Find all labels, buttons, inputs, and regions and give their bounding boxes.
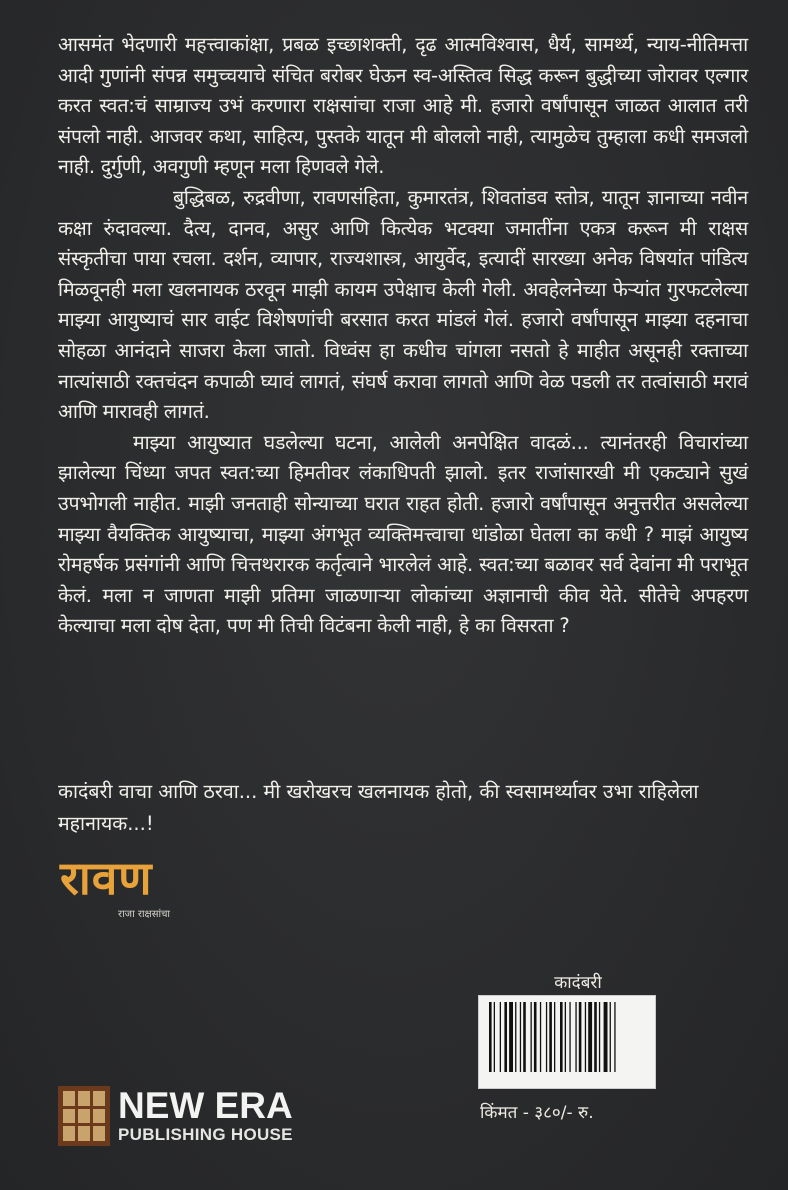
barcode-bar <box>549 1002 552 1072</box>
blurb-paragraph-2: बुद्धिबळ, रुद्रवीणा, रावणसंहिता, कुमारतंत्र, शिवतांडव स्तोत्र, यातून ज्ञानाच्या नवीन कक्षा रुंदावल्या. दैत्य, दानव, असुर आणि कित्येक भटक्या जमातींना एकत्र करून मी राक्षस संस्कृतीचा पाया रचला. दर्शन, व्यापार, राज्यशास्त्र, आयुर्वेद, इत्यादीं सारख्या अनेक विषयांत पांडित्य मिळवूनही मला खलनायक ठरवून माझी कायम उपेक्षाच केली गेली. अवहेलनेच्या फेऱ्यांत गुरफटलेल्या माझ्या आयुष्याचं सार वाईट विशेषणांची बरसात करत मांडलं गेलं. हजारो वर्षांपासून माझ्या दहनाचा सोहळा आनंदाने साजरा केला जातो. विध्वंस हा कधीच चांगला नसतो हे माहीत असूनही रक्ताच्या नात्यांसाठी रक्तचंदन कपाळी घ्यावं लागतं, संघर्ष करावा लागतो आणि वेळ पडली तर तत्वांसाठी मरावं आणि मारावही लागतं. <box>58 185 748 424</box>
genre-label: कादंबरी <box>554 973 602 993</box>
barcode-bar <box>585 1002 586 1072</box>
publisher-house: PUBLISHING HOUSE <box>118 1125 293 1144</box>
isbn-barcode <box>478 995 656 1089</box>
blurb-paragraph-3: माझ्या आयुष्यात घडलेल्या घटना, आलेली अनपेक्षित वादळं... त्यानंतरही विचारांच्या झालेल्या चिंध्या जपत स्वत:च्या हिमतीवर लंकाधिपती झालो. इतर राजांसारखी मी एकट्याने सुखं उपभोगली नाहीत. माझी जनताही सोन्याच्या घरात राहत होती. हजारो वर्षांपासून अनुत्तरीत असलेल्या माझ्या वैयक्तिक आयुष्याचा, माझ्या अंगभूत व्यक्तिमत्त्वाचा धांडोळा घेतला का कधी ? माझं आयुष्य रोमहर्षक प्रसंगांनी आणि चित्तथरारक कर्तृत्वाने भारलेलं आहे. स्वत:च्या बळावर सर्व देवांना मी पराभूत केलं. मला न जाणता माझी प्रतिमा जाळणाऱ्या लोकांच्या अज्ञानाची कीव येते. सीतेचे अपहरण केल्याचा मला दोष देता, पण मी तिची विटंबना केली नाही, हे का विसरता ? <box>58 430 748 638</box>
closing-line: कादंबरी वाचा आणि ठरवा... मी खरोखरच खलनायक होतो, की स्वसामर्थ्यावर उभा राहिलेला महानायक...! <box>58 780 699 835</box>
barcode-bar <box>523 1002 526 1072</box>
barcode-bar <box>579 1002 582 1072</box>
publisher-logo <box>58 1086 293 1146</box>
blurb-paragraph-1: आसमंत भेदणारी महत्त्वाकांक्षा, प्रबळ इच्छाशक्ती, दृढ आत्मविश्वास, धैर्य, सामर्थ्य, न्याय-नीतिमत्ता आदी गुणांनी संपन्न समुच्चयाचे संचित बरोबर घेऊन स्व-अस्तित्व सिद्ध करून बुद्धीच्या जोरावर एल्गार करत स्वत:चं साम्राज्य उभं करणारा राक्षसांचा राजा आहे मी. हजारो वर्षांपासून जाळत आलात तरी संपलो नाही. आजवर कथा, साहित्य, पुस्तके यातून मी बोललो नाही, त्यामुळेच तुम्हाला कधी समजलो नाही. दुर्गुणी, अवगुणी म्हणून मला हिणवले गेले. <box>58 33 748 179</box>
barcode-bar <box>515 1002 516 1072</box>
barcode-bar <box>520 1002 521 1072</box>
barcode-bar <box>614 1002 615 1072</box>
barcode-graphic <box>479 996 655 1088</box>
publisher-mark-icon <box>58 1086 110 1146</box>
barcode-bar <box>599 1002 600 1072</box>
barcode-bar <box>540 1002 541 1072</box>
barcode-bar <box>604 1002 608 1072</box>
book-title-subtitle: राजा राक्षसांचा <box>118 909 171 920</box>
barcode-bar <box>610 1002 611 1072</box>
barcode-bar <box>588 1002 592 1072</box>
price-label: किंमत - ३८०/- रु. <box>480 1103 594 1123</box>
barcode-bar <box>534 1002 537 1072</box>
barcode-bar <box>504 1002 507 1072</box>
barcode-bar <box>509 1002 513 1072</box>
barcode-bar <box>489 1002 492 1072</box>
barcode-bar <box>565 1002 566 1072</box>
barcode-bar <box>531 1002 532 1072</box>
barcode-bar <box>569 1002 570 1072</box>
barcode-bar <box>554 1002 555 1072</box>
barcode-bar <box>494 1002 495 1072</box>
barcode-bar <box>546 1002 547 1072</box>
book-title-logo: रावण <box>60 851 153 905</box>
barcode-bar <box>594 1002 597 1072</box>
barcode-bar <box>500 1002 501 1072</box>
publisher-name: NEW ERA <box>118 1085 293 1126</box>
barcode-bar <box>560 1002 563 1072</box>
barcode-bar <box>575 1002 576 1072</box>
back-cover-blurb <box>58 30 748 642</box>
